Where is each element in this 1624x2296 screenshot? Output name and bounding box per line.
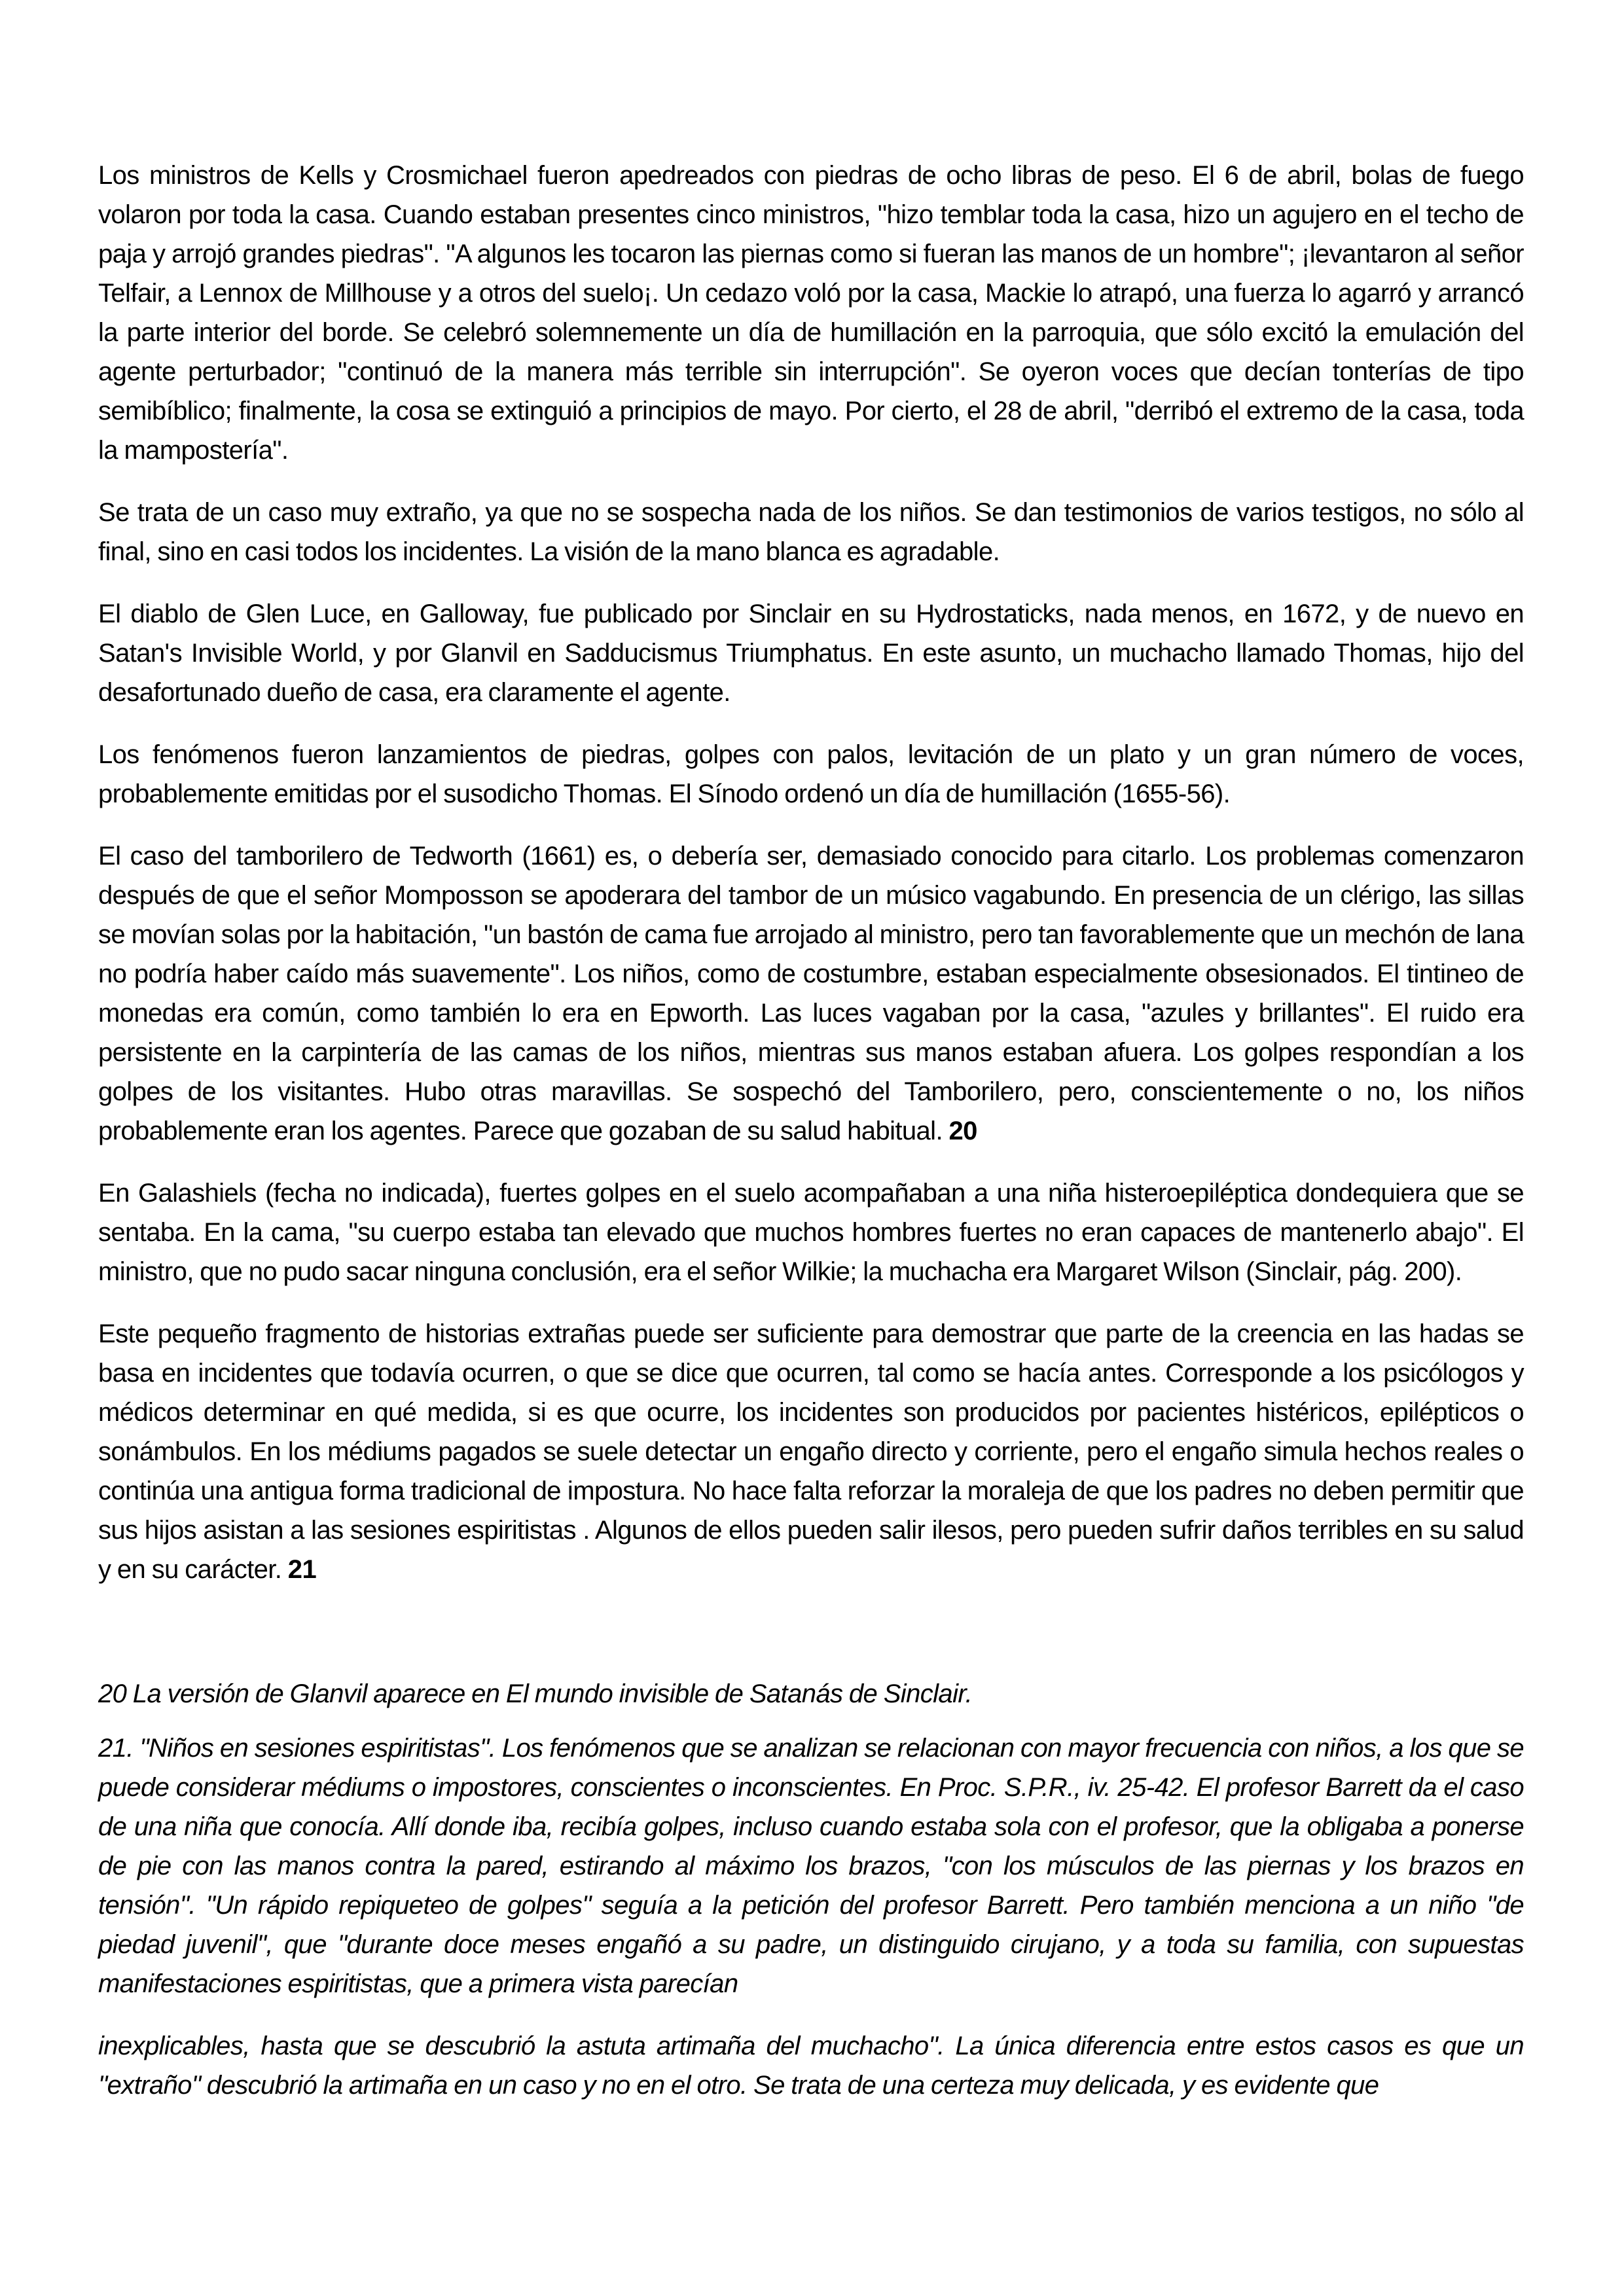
footnote-reference-21: 21 [287,1555,317,1584]
paragraph-text: El diablo de Glen Luce, en Galloway, fue publicado por Sinclair en su Hydrostaticks, nada menos, en 1672, y de nuevo en Satan's Invisible World, y por Glanvil en Sadducismus Triumphatus. En este asunto, un muchacho llamado Thomas, hijo del desafortunado dueño de casa, era claramente el agente. [98,600,1524,707]
paragraph-text: Este pequeño fragmento de historias extrañas puede ser suficiente para demostrar que parte de la creencia en las hadas se basa en incidentes que todavía ocurren, o que se dice que ocurren, tal como se hacía antes. Corresponde a los psicólogos y médicos determinar en qué medida, si es que ocurre, los incidentes son producidos por pacientes histéricos, epilépticos o sonámbulos. En los médiums pagados se suele detectar un engaño directo y corriente, pero el engaño simula hechos reales o continúa una antigua forma tradicional de impostura. No hace falta reforzar la moraleja de que los padres no deben permitir que sus hijos asistan a las sesiones espiritistas . Algunos de ellos pueden salir ilesos, pero pueden sufrir daños terribles en su salud y en su carácter. [98,1319,1524,1584]
paragraph-text: Se trata de un caso muy extraño, ya que no se sospecha nada de los niños. Se dan testimonios de varios testigos, no sólo al final, sino en casi todos los incidentes. La visión de la mano blanca es agradable. [98,498,1524,566]
body-paragraph-4 [98,735,1524,814]
section-spacer [98,1612,1524,1674]
body-paragraph-6 [98,1174,1524,1291]
paragraph-text: Los fenómenos fueron lanzamientos de piedras, golpes con palos, levitación de un plato y un gran número de voces, probablemente emitidas por el susodicho Thomas. El Sínodo ordenó un día de humillación (1655-56). [98,740,1524,808]
body-paragraph-3 [98,594,1524,712]
footnote-text: 20 La versión de Glanvil aparece en El mundo invisible de Satanás de Sinclair. [98,1679,973,1708]
footnote-text: 21. "Niños en sesiones espiritistas". Los fenómenos que se analizan se relacionan con mayor frecuencia con niños, a los que se puede considerar médiums o impostores, conscientes o inconscientes. En Proc. S.P.R., iv. 25-42. El profesor Barrett da el caso de una niña que conocía. Allí donde iba, recibía golpes, incluso cuando estaba sola con el profesor, que la obligaba a ponerse de pie con las manos contra la pared, estirando al máximo los brazos, "con los músculos de las piernas y los brazos en tensión". "Un rápido repiqueteo de golpes" seguía a la petición del profesor Barrett. Pero también menciona a un niño "de piedad juvenil", que "durante doce meses engañó a su padre, un distinguido cirujano, y a toda su familia, con supuestas manifestaciones espiritistas, que a primera vista parecían [98,1734,1524,1998]
document-page [98,156,1524,2120]
footnote-text: inexplicables, hasta que se descubrió la astuta artimaña del muchacho". La única diferencia entre estos casos es que un "extraño" descubrió la artimaña en un caso y no en el otro. Se trata de una certeza muy delicada, y es evidente que [98,2032,1524,2100]
footnote-21-continuation [98,2026,1524,2105]
body-paragraph-5 [98,836,1524,1151]
footnote-20 [98,1674,1524,1713]
footnote-21 [98,1729,1524,2003]
paragraph-text: En Galashiels (fecha no indicada), fuertes golpes en el suelo acompañaban a una niña histeroepiléptica dondequiera que se sentaba. En la cama, "su cuerpo estaba tan elevado que muchos hombres fuertes no eran capaces de mantenerlo abajo". El ministro, que no pudo sacar ninguna conclusión, era el señor Wilkie; la muchacha era Margaret Wilson (Sinclair, pág. 200). [98,1179,1524,1286]
body-paragraph-2 [98,493,1524,571]
paragraph-text: El caso del tamborilero de Tedworth (1661) es, o debería ser, demasiado conocido para citarlo. Los problemas comenzaron después de que el señor Momposson se apoderara del tambor de un músico vagabundo. En presencia de un clérigo, las sillas se movían solas por la habitación, "un bastón de cama fue arrojado al ministro, pero tan favorablemente que un mechón de lana no podría haber caído más suavemente". Los niños, como de costumbre, estaban especialmente obsesionados. El tintineo de monedas era común, como también lo era en Epworth. Las luces vagaban por la casa, "azules y brillantes". El ruido era persistente en la carpintería de las camas de los niños, mientras sus manos estaban afuera. Los golpes respondían a los golpes de los visitantes. Hubo otras maravillas. Se sospechó del Tamborilero, pero, conscientemente o no, los niños probablemente eran los agentes. Parece que gozaban de su salud habitual. [98,842,1524,1145]
paragraph-text: Los ministros de Kells y Crosmichael fueron apedreados con piedras de ocho libras de peso. El 6 de abril, bolas de fuego volaron por toda la casa. Cuando estaban presentes cinco ministros, "hizo temblar toda la casa, hizo un agujero en el techo de paja y arrojó grandes piedras". "A algunos les tocaron las piernas como si fueran las manos de un hombre"; ¡levantaron al señor Telfair, a Lennox de Millhouse y a otros del suelo¡. Un cedazo voló por la casa, Mackie lo atrapó, una fuerza lo agarró y arrancó la parte interior del borde. Se celebró solemnemente un día de humillación en la parroquia, que sólo excitó la emulación del agente perturbador; "continuó de la manera más terrible sin interrupción". Se oyeron voces que decían tonterías de tipo semibíblico; finalmente, la cosa se extinguió a principios de mayo. Por cierto, el 28 de abril, "derribó el extremo de la casa, toda la mampostería". [98,161,1524,465]
body-paragraph-1 [98,156,1524,470]
body-paragraph-7 [98,1314,1524,1589]
footnote-reference-20: 20 [948,1117,977,1145]
